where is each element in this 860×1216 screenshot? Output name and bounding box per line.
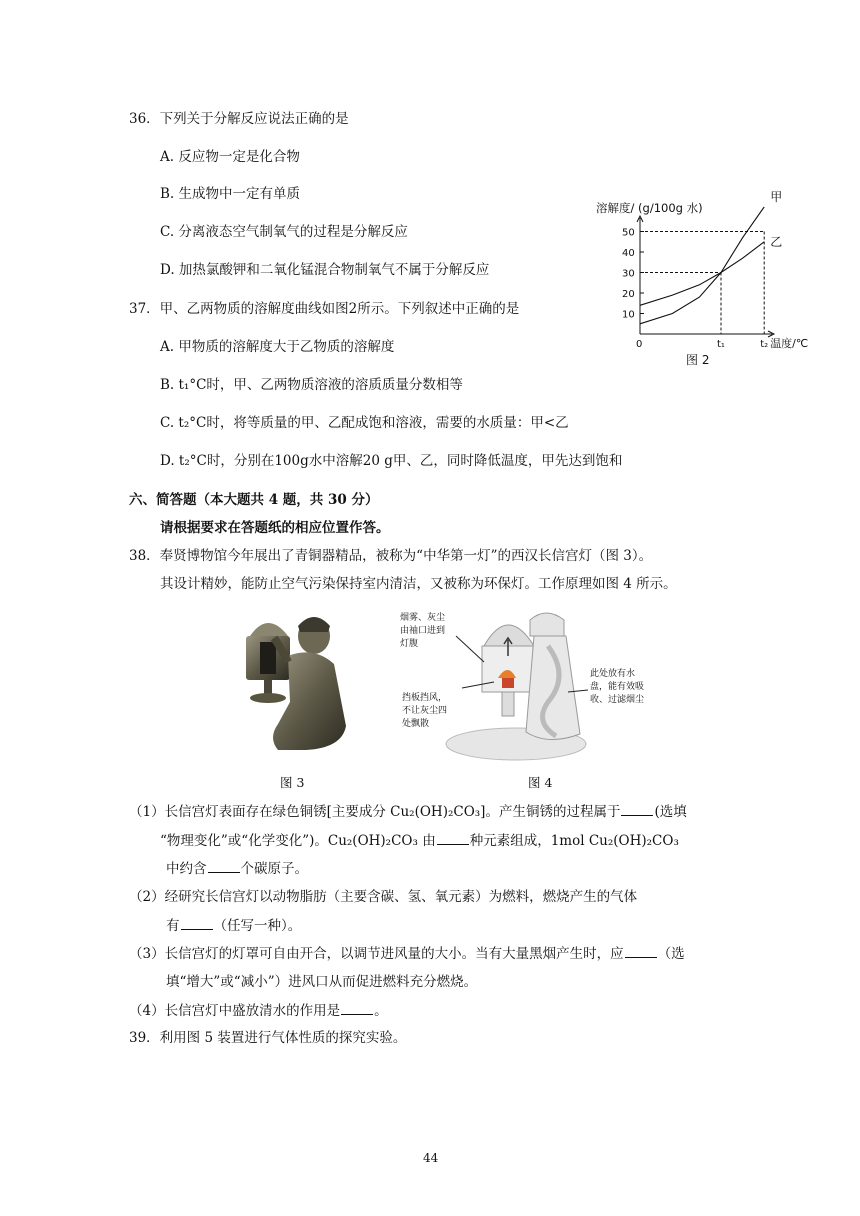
answer-blank[interactable] bbox=[181, 915, 213, 930]
q37-option-d: D. t₂°C时，分别在100g水中溶解20 g甲、乙，同时降低温度，甲先达到饱和 bbox=[160, 453, 623, 469]
q38-intro-line1: 38．奉贤博物馆今年展出了青铜器精品，被称为“中华第一灯”的西汉长信宫灯（图 3）。 bbox=[129, 548, 653, 564]
q38-part1-text-e: 中约含 bbox=[166, 861, 207, 877]
chart-y-tick-label: 50 bbox=[622, 227, 635, 239]
answer-blank[interactable] bbox=[208, 858, 240, 873]
q38-intro-line2: 其设计精妙，能防止空气污染保持室内清洁，又被称为环保灯。工作原理如图 4 所示。 bbox=[160, 576, 677, 592]
q38-part2-line1: （2）经研究长信宫灯以动物脂肪（主要含碳、氢、氧元素）为燃料，燃烧产生的气体 bbox=[129, 889, 638, 905]
q39-stem: 39．利用图 5 装置进行气体性质的探究实验。 bbox=[129, 1030, 407, 1046]
chart-series-label: 甲 bbox=[770, 189, 783, 204]
q37-stem: 37．甲、乙两物质的溶解度曲线如图2所示。下列叙述中正确的是 bbox=[129, 301, 520, 317]
solubility-chart bbox=[592, 189, 809, 371]
q38-part1-text-b: (选填 bbox=[654, 804, 687, 820]
q36-stem: 36．下列关于分解反应说法正确的是 bbox=[129, 111, 349, 127]
chart-caption: 图 2 bbox=[686, 353, 710, 367]
lamp-principle-diagram bbox=[398, 606, 728, 766]
q36-option-d: D. 加热氯酸钾和二氧化锰混合物制氧气不属于分解反应 bbox=[160, 262, 490, 278]
fig4-label-smoke-3: 灯腹 bbox=[400, 639, 419, 649]
q36-option-c: C. 分离液态空气制氧气的过程是分解反应 bbox=[160, 224, 408, 240]
q37-option-b: B. t₁°C时，甲、乙两物质溶液的溶质质量分数相等 bbox=[160, 377, 463, 393]
chart-y-tick-label: 40 bbox=[622, 248, 635, 259]
changxin-lamp-photo bbox=[228, 606, 358, 756]
q38-part1-text-f: 个碳原子。 bbox=[240, 861, 308, 877]
answer-blank[interactable] bbox=[621, 801, 653, 816]
fig4-label-water-3: 收、过滤烟尘 bbox=[590, 695, 645, 705]
q38-part1-text-a: （1）长信宫灯表面存在绿色铜锈[主要成分 Cu₂(OH)₂CO₃]。产生铜锈的过程属于 bbox=[129, 804, 621, 820]
q36-option-b: B. 生成物中一定有单质 bbox=[160, 186, 301, 202]
q38-part3-text-a: （3）长信宫灯的灯罩可自由开合，以调节进风量的大小。当有大量黑烟产生时，应 bbox=[129, 946, 624, 962]
chart-xlabel: 温度/℃ bbox=[770, 337, 809, 350]
fig4-label-baffle-3: 处飘散 bbox=[402, 719, 430, 729]
q37-option-a: A. 甲物质的溶解度大于乙物质的溶解度 bbox=[160, 339, 395, 355]
fig4-label-water-2: 盘，能有效吸 bbox=[590, 682, 645, 692]
q38-part4-text-b: 。 bbox=[374, 1003, 388, 1019]
chart-series-line-0 bbox=[640, 207, 764, 324]
answer-blank[interactable] bbox=[437, 830, 469, 845]
answer-blank[interactable] bbox=[625, 943, 657, 958]
chart-series-line-1 bbox=[640, 242, 764, 305]
section6-title: 六、简答题（本大题共 4 题，共 30 分） bbox=[129, 492, 379, 508]
fig3-caption: 图 3 bbox=[280, 775, 305, 790]
page-number: 44 bbox=[423, 1151, 439, 1165]
chart-ylabel: 溶解度/ (g/100g 水) bbox=[596, 201, 703, 215]
q38-part1-text-d: 种元素组成，1mol Cu₂(OH)₂CO₃ bbox=[469, 833, 679, 849]
chart-y-tick-label: 10 bbox=[622, 309, 635, 321]
q38-part2-text-c: （任写一种）。 bbox=[213, 918, 302, 934]
q38-part3-line1 bbox=[129, 943, 685, 964]
q38-part1-line1 bbox=[129, 801, 687, 822]
section6-instruction: 请根据要求在答题纸的相应位置作答。 bbox=[160, 520, 390, 536]
fig4-label-smoke-2: 由袖口进到 bbox=[400, 626, 446, 636]
chart-y-tick-label: 20 bbox=[622, 289, 635, 300]
fig4-label-baffle-1: 挡板挡风， bbox=[402, 693, 448, 703]
chart-x-tick-label: t₂ bbox=[760, 339, 769, 350]
q38-part4-line1 bbox=[129, 1000, 388, 1021]
q38-part2-line2 bbox=[166, 915, 301, 936]
chart-x-tick-label: t₁ bbox=[717, 339, 725, 350]
q38-part3-text-b: （选 bbox=[657, 946, 685, 962]
q36-option-a: A. 反应物一定是化合物 bbox=[160, 149, 300, 165]
q38-part1-line3 bbox=[166, 858, 308, 879]
q38-part2-text-b: 有 bbox=[166, 918, 180, 934]
q38-part3-line2: 填“增大”或“减小”）进风口从而促进燃料充分燃烧。 bbox=[166, 974, 478, 990]
chart-origin-label: 0 bbox=[636, 339, 643, 350]
chart-y-tick-label: 30 bbox=[622, 268, 635, 280]
fig4-label-water-1: 此处放有水 bbox=[590, 669, 636, 679]
fig4-label-baffle-2: 不让灰尘四 bbox=[402, 706, 448, 716]
fig4-label-smoke-1: 烟雾、灰尘 bbox=[400, 613, 446, 623]
answer-blank[interactable] bbox=[341, 1000, 373, 1015]
fig4-caption: 图 4 bbox=[528, 775, 553, 790]
q38-part1-text-c: “物理变化”或“化学变化”)。Cu₂(OH)₂CO₃ 由 bbox=[160, 833, 436, 849]
q38-part1-line2 bbox=[160, 830, 679, 851]
q38-part4-text-a: （4）长信宫灯中盛放清水的作用是 bbox=[129, 1003, 341, 1019]
q37-option-c: C. t₂°C时，将等质量的甲、乙配成饱和溶液，需要的水质量：甲<乙 bbox=[160, 415, 569, 431]
chart-series-label: 乙 bbox=[770, 234, 783, 249]
